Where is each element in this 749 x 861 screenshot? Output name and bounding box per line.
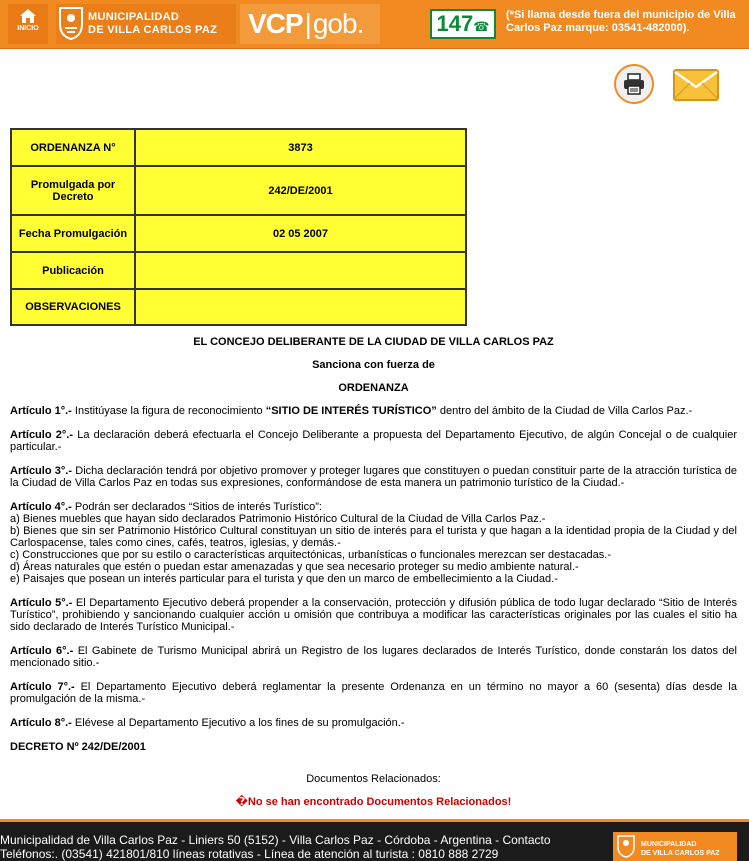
article-text: Elévese al Departamento Ejecutivo a los fines de su promulgación.- [71,717,405,729]
article-4 [10,501,737,513]
ordinance-text [10,336,737,808]
phone-note: (*Si llama desde fuera del municipio de Villa Carlos Paz marque: 03541-482000). [506,9,736,34]
article-text: El Gabinete de Turismo Municipal abrirá un Registro de los lugares declarados de Interés Turístico, donde constarán los datos del mencionado sitio.- [10,645,737,669]
article-7 [10,681,737,705]
municipality-shield-icon [58,6,84,40]
article-3 [10,465,737,489]
row-label: ORDENANZA N° [11,129,135,166]
phone-number: 147 [436,11,474,36]
article-text: La declaración deberá efectuarla el Concejo Deliberante a propuesta del Departamento Ejecutivo, de algún Concejal o de cualquier particular.- [10,429,737,453]
printer-icon [623,73,645,95]
article-text: Dicha declaración tendrá por objetivo promover y proteger lugares que constituyen o puedan constituir parte de la atracción turística de la Ciudad de Villa Carlos Paz en todas sus expresiones, conformándose de esta manera un patrimonio turístico de la Ciudad.- [10,465,737,489]
table-row [11,166,466,215]
article-text: Podrán ser declarados “Sitios de interés Turístico”: [71,501,322,513]
article-6 [10,645,737,669]
row-value: 3873 [135,129,466,166]
related-docs-empty: �No se han encontrado Documentos Relacionados! [235,796,512,808]
ordinance-metadata-table [10,128,467,326]
article-label: Artículo 8°.- [10,717,72,729]
article-label: Artículo 4°.- [10,501,72,513]
footer-phones: Teléfonos:. (03541) 421801/810 líneas rotativas - Línea de atención al turista : 0810 888 2729 [0,847,499,861]
email-button[interactable] [673,69,719,101]
sanciona-line: Sanciona con fuerza de [312,359,435,371]
vcp-separator: | [304,8,311,39]
top-header-bar [0,0,749,49]
row-value [135,252,466,289]
row-label: Publicación [11,252,135,289]
footer-logo-line1: MUNICIPALIDAD [641,841,697,848]
article-text: El Departamento Ejecutivo deberá propender a la conservación, protección y difusión pública de todo lugar declarado “Sitio de Interés Turístico”, prohibiendo y sancionando cualquier acción u omisión que contribuya a modificar las características originales por las cuales el sitio ha sido declarado de Interés Turístico Municipal.- [10,597,737,633]
table-row [11,129,466,166]
phone-147-badge [430,9,496,39]
list-item: b) Bienes que sin ser Patrimonio Histórico Cultural constituyan un sitio de interés para el turista y que hagan a la identidad propia de la Ciudad y del Carlospacense, tales como cines, cafés, teatros, iglesias, y demás.- [10,525,737,549]
footer-municipality-logo[interactable] [613,832,737,861]
row-label: OBSERVACIONES [11,289,135,325]
article-bold-text: “SITIO DE INTERÉS TURÍSTICO” [265,405,437,417]
article-label: Artículo 2°.- [10,429,73,441]
home-icon [19,8,37,24]
gob-text: gob. [312,8,364,39]
footer-logo-line2: DE VILLA CARLOS PAZ [641,850,720,857]
article-label: Artículo 6°.- [10,645,74,657]
vcp-gob-logo[interactable] [240,4,380,44]
row-value: 242/DE/2001 [135,166,466,215]
row-label: Promulgada por Decreto [11,166,135,215]
home-label: INICIO [17,25,39,32]
article-2 [10,429,737,453]
article-label: Artículo 7°.- [10,681,75,693]
article-label: Artículo 3°.- [10,465,73,477]
list-item: d) Áreas naturales que estén o puedan estar amenazadas y que sea necesario proteger su medio ambiente natural.- [10,561,579,573]
row-value [135,289,466,325]
council-heading: EL CONCEJO DELIBERANTE DE LA CIUDAD DE VILLA CARLOS PAZ [193,336,554,348]
table-row [11,289,466,325]
footer [0,822,749,861]
footer-address: Municipalidad de Villa Carlos Paz - Liniers 50 (5152) - Villa Carlos Paz - Córdoba - Argentina - Contacto [0,833,551,847]
decreto-line: DECRETO Nº 242/DE/2001 [10,741,146,753]
phone-icon: ☎ [473,19,490,34]
home-button[interactable] [8,4,48,44]
article-label: Artículo 1°.- [10,405,72,417]
municipality-logo[interactable] [56,4,236,44]
article-label: Artículo 5°.- [10,597,73,609]
table-row [11,252,466,289]
row-value: 02 05 2007 [135,215,466,252]
list-item: e) Paisajes que posean un interés particular para el turista y que den un marco de embellecimiento a la Ciudad.- [10,573,558,585]
ordenanza-title: ORDENANZA [338,382,409,394]
related-docs-title: Documentos Relacionados: [306,773,441,785]
municipality-shield-icon [617,835,635,858]
article-1 [10,405,737,417]
vcp-text: VCP [248,8,303,39]
list-item: a) Bienes muebles que hayan sido declarados Patrimonio Histórico Cultural de la Ciudad de Villa Carlos Paz.- [10,513,546,525]
list-item: c) Construcciones que por su estilo o características arquitectónicas, urbanísticas o funcionales merezcan ser destacadas.- [10,549,612,561]
article-text: Institúyase la figura de reconocimiento [71,405,266,417]
article-text: dentro del ámbito de la Ciudad de Villa Carlos Paz.- [436,405,693,417]
envelope-icon [673,69,719,101]
article-text: El Departamento Ejecutivo deberá reglamentar la presente Ordenanza en un término no mayor a 60 (sesenta) días desde la promulgación de la misma.- [10,681,737,705]
municipality-line2: DE VILLA CARLOS PAZ [88,24,218,36]
article-5 [10,597,737,633]
article-8 [10,717,737,729]
municipality-line1: MUNICIPALIDAD [88,11,180,23]
table-row [11,215,466,252]
print-button[interactable] [614,64,654,104]
row-label: Fecha Promulgación [11,215,135,252]
